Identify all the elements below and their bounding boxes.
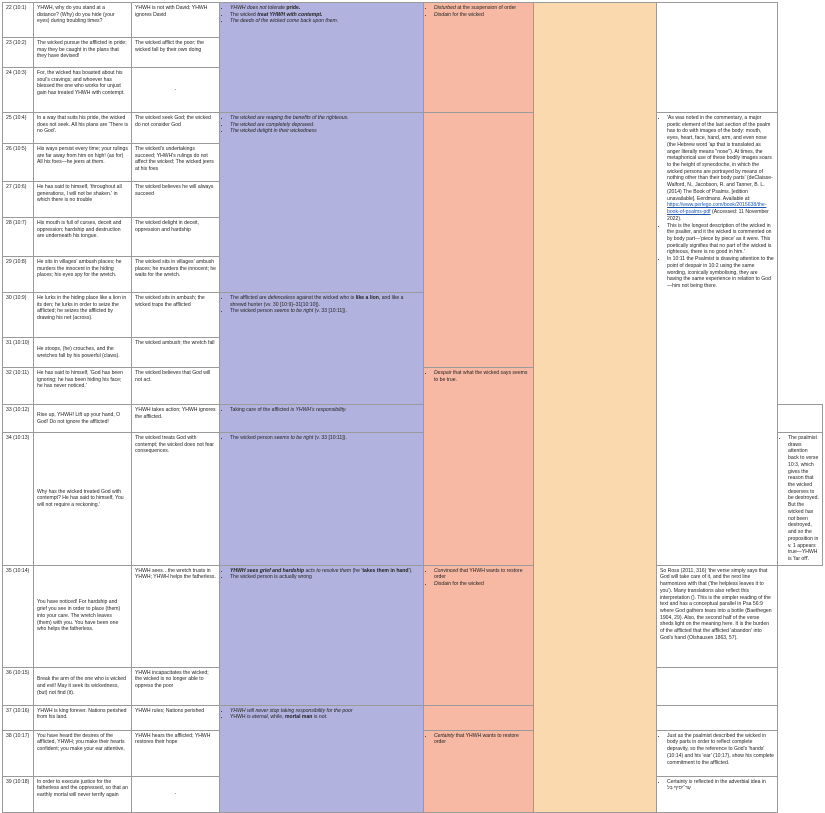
notes-cell <box>657 3 778 113</box>
verse-text: You have noticed! For hardship and grief you see in order to place (them) into your care. The wretch leaves (them) with you. You have been one who helps the fatherless. <box>34 565 132 667</box>
verse-text: In a way that suits his pride, the wicked does not seek. All his plans are 'There is no God'. <box>34 113 132 144</box>
verse-summary: The wicked believes he will always succeed <box>132 182 220 218</box>
verse-ref: 36 (10:15) <box>3 667 34 705</box>
theology-cell: • YHWH sees grief and hardship acts to resolve them (he 'takes them in hand'). • The wicked person is actually wrong <box>220 565 424 705</box>
verse-ref: 25 (10:4) <box>3 113 34 144</box>
verse-summary: - <box>132 776 220 812</box>
verse-text: His mouth is full of curses, deceit and oppression; hardship and destruction are underneath his tongue. <box>34 218 132 257</box>
theology-cell: • YHWH will never stop taking responsibility for the poor • YHWH is eternal, while, mortal man is not. <box>220 705 424 812</box>
verse-ref: 37 (10:16) <box>3 705 34 730</box>
emotion-cell <box>424 113 534 368</box>
emotion-cell: • Convinced that YHWH wants to restore order • Disdain for the wicked <box>424 565 534 705</box>
theology-cell: • The wicked person seems to be right (v. 33 [10:11]). <box>220 433 424 566</box>
verse-ref: 33 (10:12) <box>3 405 34 433</box>
emotion-cell: • Despair that what the wicked says seems to be true. <box>424 368 534 566</box>
verse-summary: YHWH takes action; YHWH ignores the afflicted. <box>132 405 220 433</box>
notes-cell: • The psalmist draws attention back to verse 10:3, which gives the reason that the wicked deserves to be destroyed. But the wicked has not been destroyed, and so the proposition in v. 1 appears true—YHWH is 'far off'. <box>778 433 823 566</box>
verse-ref: 27 (10:6) <box>3 182 34 218</box>
verse-text: You have heard the desires of the afflicted, YHWH; you make their hearts confident; you make your ear attentive, <box>34 730 132 776</box>
notes-cell <box>778 405 823 433</box>
verse-summary: YHWH sees…the wretch trusts in YHWH; YHWH helps the fatherless. <box>132 565 220 667</box>
verse-summary: The wicked seek God; the wicked do not consider God <box>132 113 220 144</box>
verse-text: The wicked pursue the afflicted in pride; may they be caught in the plans that they have devised! <box>34 38 132 68</box>
verse-summary: YHWH hears the afflicted; YHWH restores their hope <box>132 730 220 776</box>
verse-ref: 34 (10:13) <box>3 433 34 566</box>
verse-text: Why has the wicked treated God with contempt? He has said to himself, You will not require a reckoning.' <box>34 433 132 566</box>
verse-summary: The wicked ambush; the wretch fall <box>132 338 220 368</box>
verse-summary: YHWH incapacitates the wicked; the wicked is no longer able to oppress the poor <box>132 667 220 705</box>
table-row <box>3 565 823 667</box>
source-link[interactable]: https://www.perlego.com/book/2015638/the-book-of-psalms-pdf <box>667 202 767 216</box>
theology-cell: • YHWH does not tolerate pride. • The wicked treat YHWH with contempt. • The deeds of the wicked come back upon them. <box>220 3 424 113</box>
verse-text: For, the wicked has boasted about his soul's cravings; and whoever has blessed the one who works for unjust gain has treated YHWH with contempt. <box>34 68 132 113</box>
theology-cell: • The wicked are reaping the benefits of the righteous. • The wicked are completely depraved. • The wicked delight in their wickedness <box>220 113 424 293</box>
verse-ref: 39 (10:18) <box>3 776 34 812</box>
verse-summary: The wicked afflict the poor; the wicked fall by their own doing <box>132 38 220 68</box>
verse-text: YHWH is king forever. Nations perished from his land. <box>34 705 132 730</box>
verse-summary: YHWH is not with David; YHWH ignores David <box>132 3 220 38</box>
theology-cell: • Taking care of the afflicted is YHWH's responsibility. <box>220 405 424 433</box>
verse-ref: 31 (10:10) <box>3 338 34 368</box>
emotion-cell: • Certainty that YHWH wants to restore order <box>424 730 534 812</box>
verse-ref: 38 (10:17) <box>3 730 34 776</box>
notes-cell <box>657 705 778 730</box>
verse-ref: 30 (10:9) <box>3 293 34 338</box>
emotion-cell: • Disturbed at the suspension of order • Disdain for the wicked <box>424 3 534 113</box>
verse-ref: 22 (10:1) <box>3 3 34 38</box>
table-row <box>3 3 823 38</box>
notes-cell: So Ross (2011, 316) 'the verse simply says that God will take care of it, and the next line harmonizes with that ('the helpless leaves it to you'). Many translations also reflect this interpretation (). This is the simpler reading of the text and has a conceptual parallel in Psa 56:9 where God gathers tears into a bottle (Baethegen 1904, 29). Also, the second half of the verse sheds light on the meaning here. It is the burden of the afflicted that the afflicted 'abandon' into God's hand (Olshausen 1863, 57). <box>657 565 778 667</box>
verse-text: Break the arm of the one who is wicked and evil! May it seek its wickedness, (but) not find (it). <box>34 667 132 705</box>
verse-ref: 28 (10:7) <box>3 218 34 257</box>
verse-summary: The wicked treats God with contempt; the wicked does not fear consequences. <box>132 433 220 566</box>
verse-text: His ways persist every time; your rulings are far away from him on high! (as for) All his foes—he jeers at them. <box>34 144 132 182</box>
table-row <box>3 113 823 144</box>
verse-summary: The wicked sits in ambush; the wicked traps the afflicted <box>132 293 220 338</box>
peach-column-cell <box>534 3 657 813</box>
verse-ref: 23 (10:2) <box>3 38 34 68</box>
verse-summary: The wicked delight in deceit, oppression and hardship <box>132 218 220 257</box>
notes-cell: • Certainty is reflected in the adverbial idea in עַד־יֹסִיף בַּל <box>657 776 778 812</box>
notes-cell: • Just as the psalmist described the wicked in body parts in order to reflect complete depravity, so the reference to God's 'hands' (10:14) and his 'ear' (10:17), show his complete commitment to the afflicted. <box>657 730 778 776</box>
verse-text: He lurks in the hiding place like a lion in its den; he lurks in order to seize the afflicted; he seizes the afflicted by drawing his net (across). <box>34 293 132 338</box>
verse-text: YHWH, why do you stand at a distance? (Why) do you hide (your eyes) during troubling times? <box>34 3 132 38</box>
verse-ref: 29 (10:8) <box>3 257 34 293</box>
verse-text: In order to execute justice for the fatherless and the oppressed, so that an earthly mortal will never terrify again <box>34 776 132 812</box>
table-row <box>3 705 823 730</box>
verse-summary: YHWH rules; Nations perished <box>132 705 220 730</box>
verse-text: Rise up, YHWH! Lift up your hand, O God! Do not ignore the afflicted! <box>34 405 132 433</box>
verse-text: He has said to himself, 'throughout all generations, I will not be shaken.' in which there is no trouble <box>34 182 132 218</box>
verse-text: He sits in villages' ambush places; he murders the innocent in the hiding places; his eyes spy for the wretch. <box>34 257 132 293</box>
theology-cell: • The afflicted are defenceless against the wicked who is like a lion, and like a shrewd hunter (vv. 30 [10:9]–31[10:10]). • The wicked person seems to be right (v. 33 [10:11]). <box>220 293 424 405</box>
verse-summary: The wicked believes that God will not act. <box>132 368 220 405</box>
psalm-analysis-table <box>2 2 823 813</box>
emotion-cell <box>424 705 534 730</box>
verse-ref: 24 (10:3) <box>3 68 34 113</box>
verse-summary: The wicked's undertakings succeed; YHWH's rulings do not affect the wicked; The wicked jeers at his foes <box>132 144 220 182</box>
verse-ref: 26 (10:5) <box>3 144 34 182</box>
verse-ref: 32 (10:11) <box>3 368 34 405</box>
verse-ref: 35 (10:14) <box>3 565 34 667</box>
verse-summary: The wicked sits in villages' ambush places; he murders the innocent; he waits for the wretch. <box>132 257 220 293</box>
verse-text: He has said to himself, 'God has been ignoring; he has been hiding his face; he has never noticed.' <box>34 368 132 405</box>
verse-summary: - <box>132 68 220 113</box>
notes-cell: • 'As was noted in the commentary, a major poetic element of the last section of the psalm has to do with images of the body: mouth, eyes, heart, face, hand, arm, and even nose (the Hebrew word 'ap that is translated as anger literally means "nose"). At times, the metaphorical use of these bodily images soars to the height of synecdoche, in which the wicked persons are portrayed by means of nothing other than their body parts' (deClaisse-Walford, N., Jacobson, R. and Tanner, B. L. (2014) The Book of Psalms. [edition unavailable]. Eerdmans. Available at: https://www.perlego.com/book/2015638/the-book-of-psalms-pdf (Accessed: 11 November 2022). • This is the longest description of the wicked in the psalter, and it the wicked is commented on by body part—'piece by piece' as it were. This poetically signifies that no part of the wicked is righteous, there is no good in him.' • In 10:11 the Psalmist is drawing attention to the point of despair in 10:2 using the same wording, iconically symbolising, they are having the same experience in relation to God—him not being there. <box>657 113 778 566</box>
verse-text: He stoops, (he) crouches, and the wretches fall by his powerful (claws). <box>34 338 132 368</box>
notes-cell <box>657 667 778 705</box>
